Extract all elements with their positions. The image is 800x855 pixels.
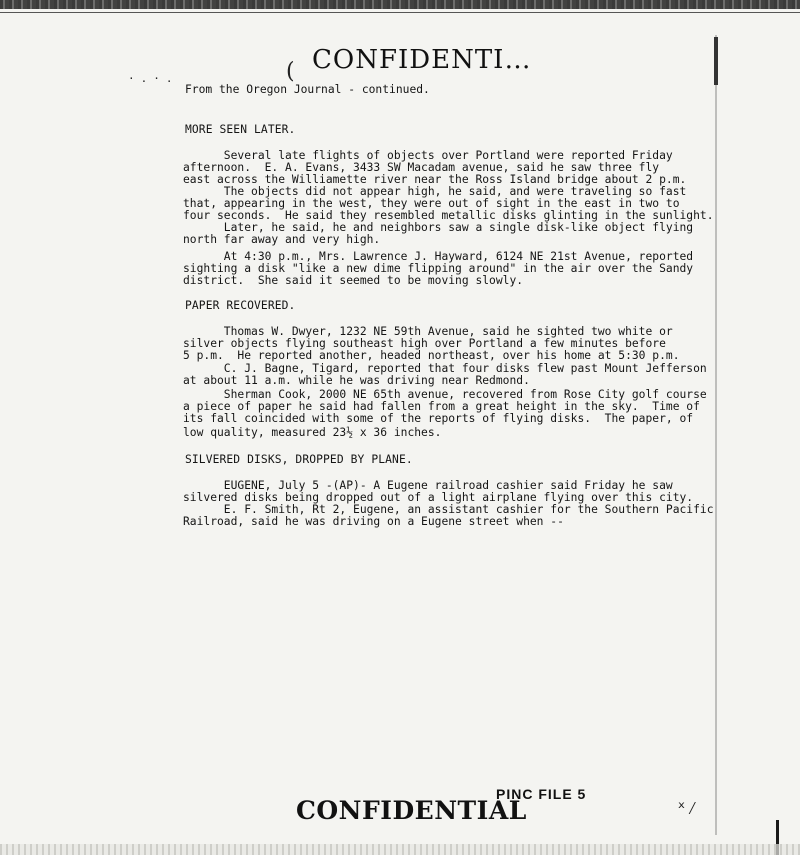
body-line: low quality, measured 23½ x 36 inches. (183, 426, 442, 439)
body-line: silvered disks being dropped out of a light airplane flying over this city. (183, 491, 694, 504)
body-line: At 4:30 p.m., Mrs. Lawrence J. Hayward, 6124 NE 21st Avenue, reported (183, 250, 694, 263)
scan-specks: ·.·. (128, 72, 179, 85)
body-line: north far away and very high. (183, 233, 381, 246)
body-line: silver objects flying southeast high over Portland a few minutes before (183, 337, 666, 350)
body-line: E. F. Smith, Rt 2, Eugene, an assistant cashier for the Southern Pacific (183, 503, 714, 516)
body-line: Sherman Cook, 2000 NE 65th avenue, recovered from Rose City golf course (183, 388, 707, 401)
section-heading: SILVERED DISKS, DROPPED BY PLANE. (185, 453, 413, 466)
body-line: Later, he said, he and neighbors saw a single disk-like object flying (183, 221, 694, 234)
confidential-stamp-bottom: CONFIDENTIAL (296, 796, 527, 825)
body-line: 5 p.m. He reported another, headed northeast, over his home at 5:30 p.m. (183, 349, 680, 362)
scan-bottom-strip (0, 844, 800, 855)
body-line: C. J. Bagne, Tigard, reported that four disks flew past Mount Jefferson (183, 362, 707, 375)
section-heading: PAPER RECOVERED. (185, 299, 296, 312)
body-line: afternoon. E. A. Evans, 3433 SW Macadam avenue, said he saw three fly (183, 161, 660, 174)
section-heading: MORE SEEN LATER. (185, 123, 296, 136)
body-line: The objects did not appear high, he said, and were traveling so fast (183, 185, 687, 198)
body-line: its fall coincided with some of the reports of flying disks. The paper, of (183, 412, 694, 425)
body-line: sighting a disk "like a new dime flipping around" in the air over the Sandy (183, 262, 694, 275)
body-line: Thomas W. Dwyer, 1232 NE 59th Avenue, said he sighted two white or (183, 325, 673, 338)
body-line: that, appearing in the west, they were out of sight in the east in two to (183, 197, 680, 210)
stamp-paren-mark: ( (286, 59, 295, 84)
file-label: PINC FILE 5 (496, 786, 587, 802)
corner-pen-mark: ˣ⁄ (676, 798, 698, 819)
header-line: From the Oregon Journal - continued. (185, 83, 430, 96)
body-line: at about 11 a.m. while he was driving near Redmond. (183, 374, 530, 387)
confidential-stamp-top: CONFIDENTI… (312, 45, 532, 75)
body-line: district. She said it seemed to be moving slowly. (183, 274, 524, 287)
body-line: four seconds. He said they resembled metallic disks glinting in the sunlight. (183, 209, 714, 222)
body-line: Several late flights of objects over Portland were reported Friday (183, 149, 673, 162)
body-line: Railroad, said he was driving on a Eugene street when -- (183, 515, 564, 528)
body-line: east across the Williamette river near the Ross Island bridge about 2 p.m. (183, 173, 687, 186)
body-line: EUGENE, July 5 -(AP)- A Eugene railroad cashier said Friday he saw (183, 479, 673, 492)
body-line: a piece of paper he said had fallen from a great height in the sky. Time of (183, 400, 700, 413)
